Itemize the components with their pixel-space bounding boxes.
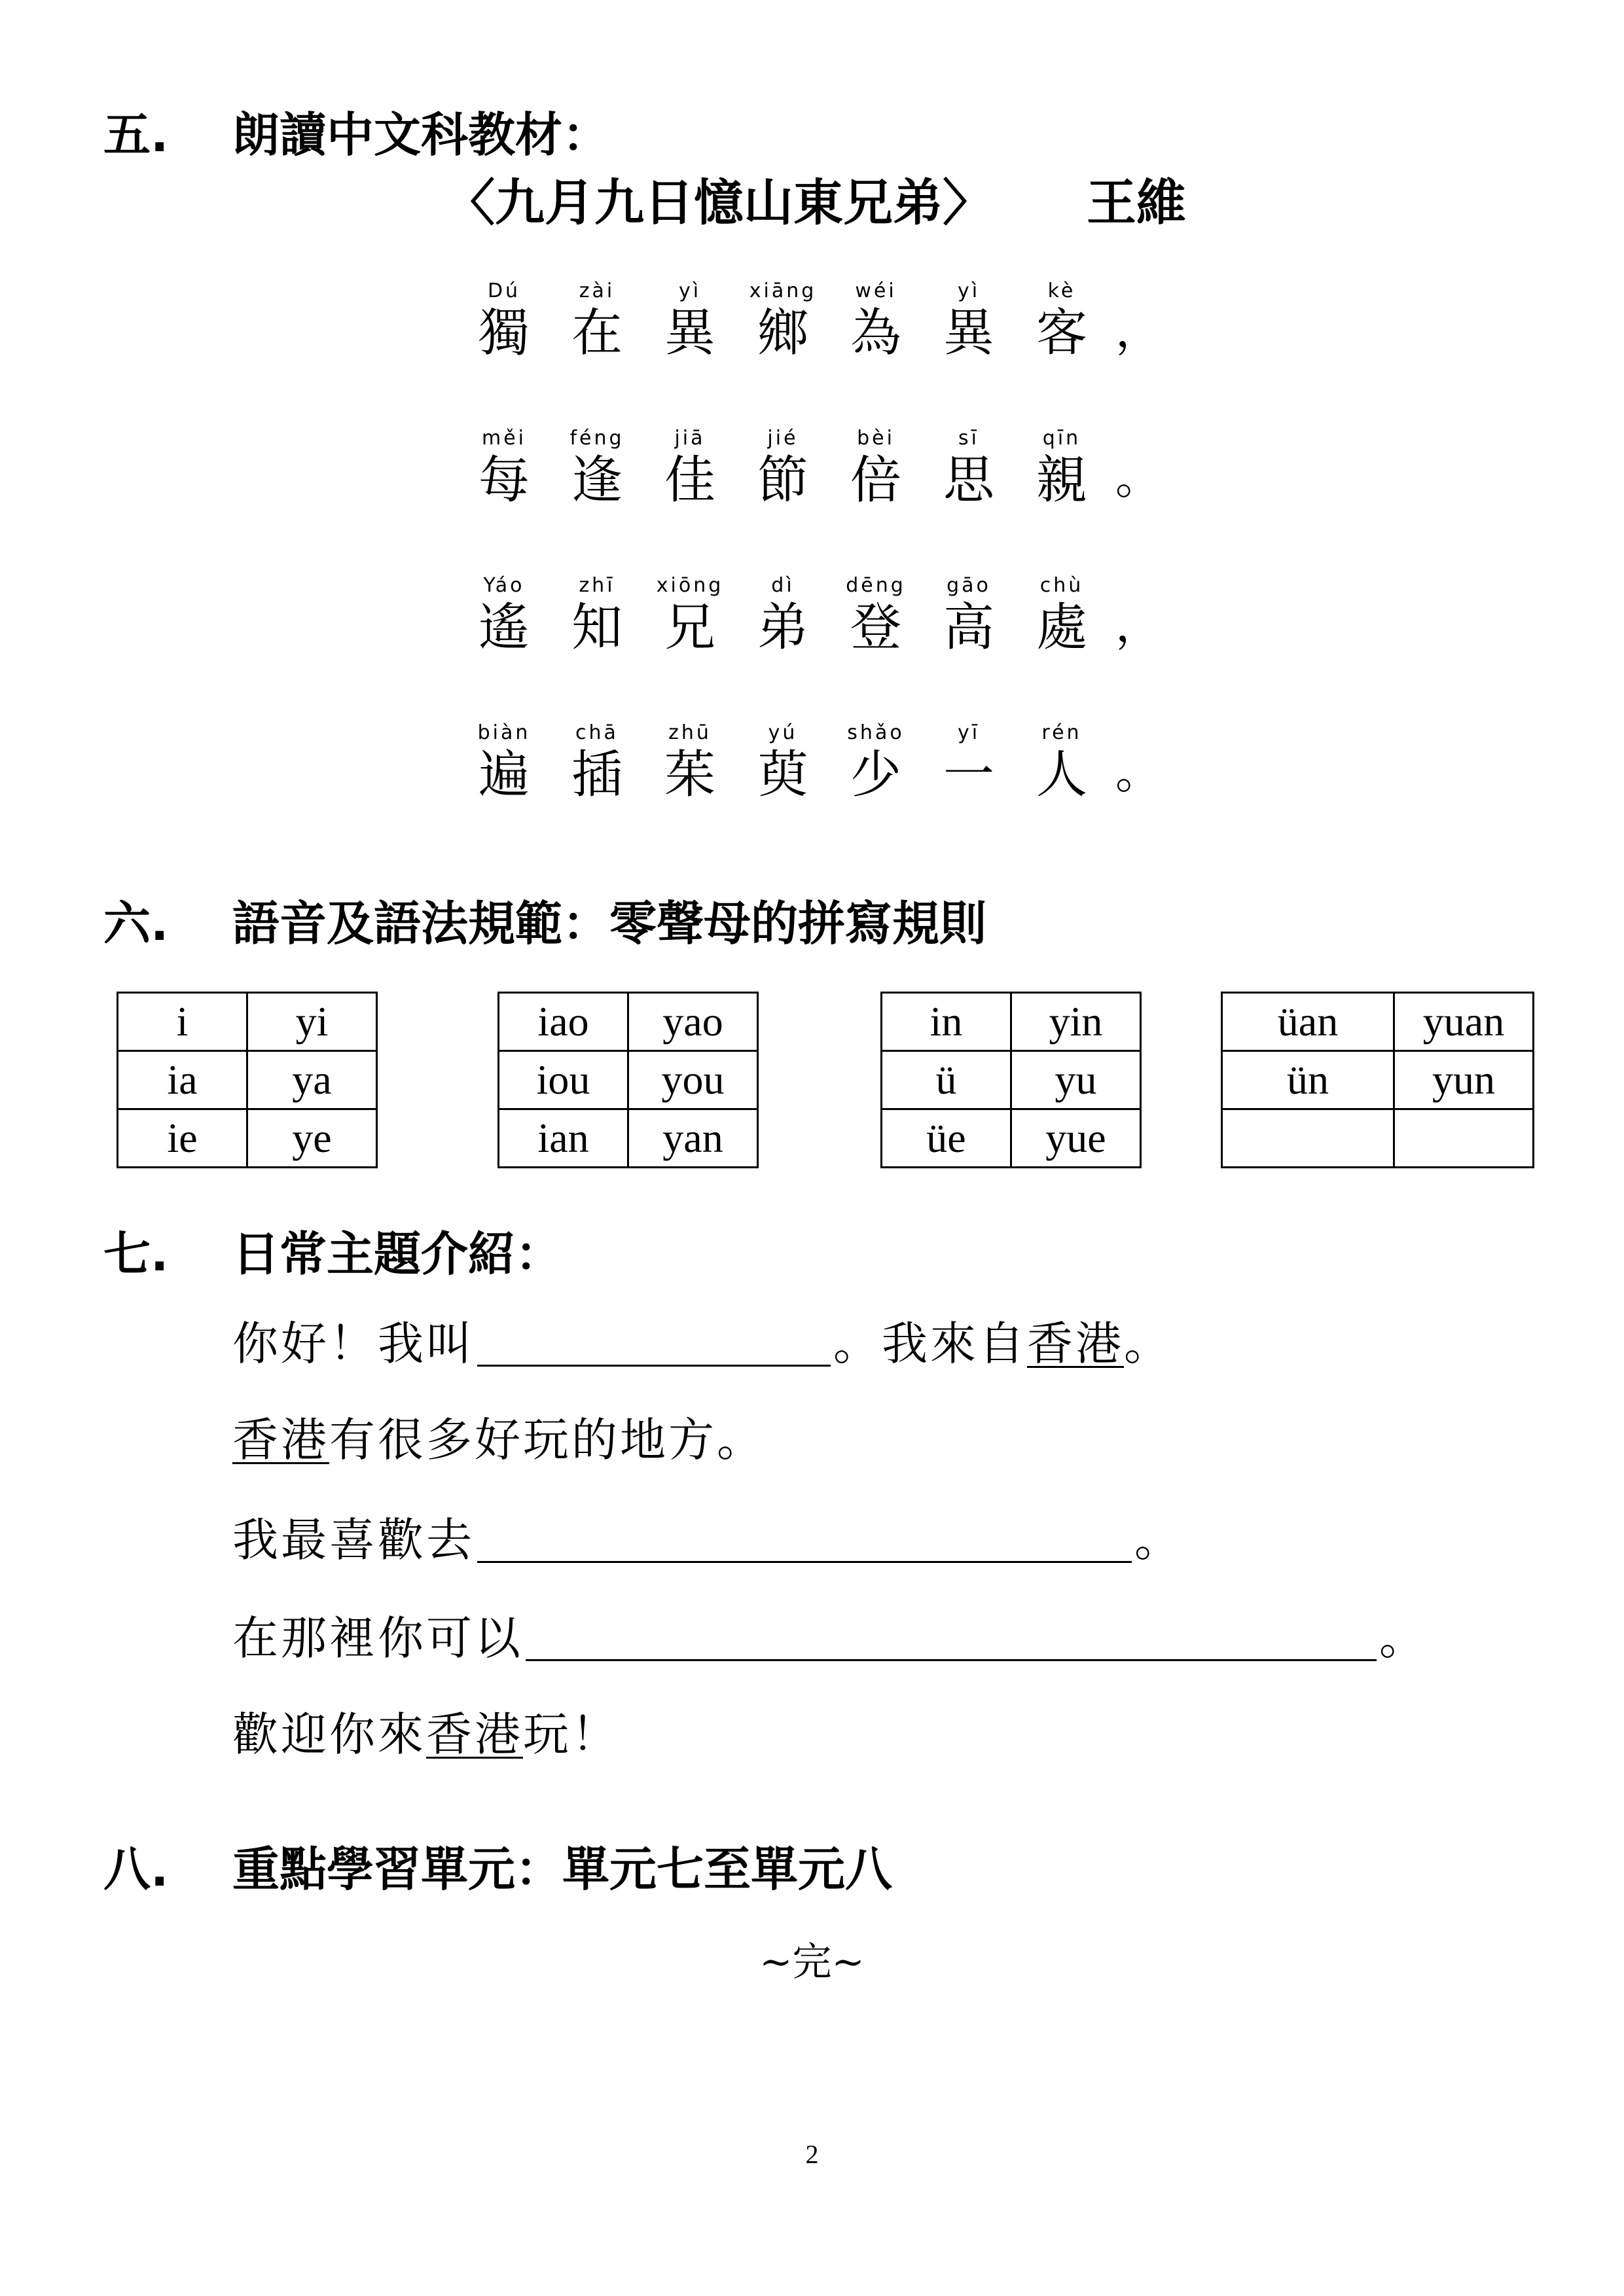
hanzi: 在 (571, 304, 623, 363)
intro-text: 歡迎你來 (232, 1708, 426, 1761)
hanzi: 萸 (757, 745, 808, 804)
table-row (882, 1109, 1141, 1168)
favourite-place-blank[interactable] (477, 1515, 1132, 1563)
spelling-table (1221, 992, 1534, 1168)
spelling-cell: yuan (1394, 993, 1534, 1051)
hanzi: 思 (943, 451, 994, 510)
spelling-cell: yue (1011, 1109, 1141, 1168)
pinyin: yú (768, 721, 798, 744)
spelling-table (117, 992, 378, 1168)
hanzi: 處 (1036, 598, 1087, 657)
poem-author: 王維 (1087, 173, 1186, 232)
poem-line (458, 576, 1178, 681)
hanzi: 登 (850, 598, 901, 657)
spelling-table (880, 992, 1142, 1168)
hanzi: 遍 (478, 745, 530, 804)
intro-line-3 (232, 1513, 1183, 1567)
table-row (118, 1051, 377, 1109)
pinyin: gāo (947, 574, 991, 597)
pinyin: shǎo (847, 721, 905, 744)
hanzi: 知 (571, 598, 623, 657)
intro-text: 。 (1134, 1513, 1183, 1567)
poem-punctuation: ， (1115, 598, 1161, 652)
pinyin: měi (481, 427, 526, 450)
hanzi: 弟 (757, 598, 808, 657)
table-row (499, 993, 758, 1051)
spelling-cell: yan (628, 1109, 758, 1168)
hanzi: 少 (850, 745, 901, 804)
intro-line-2 (232, 1413, 765, 1467)
intro-line-4 (232, 1611, 1428, 1665)
final-cell: ün (1222, 1051, 1394, 1109)
table-row (1222, 1051, 1534, 1109)
final-cell: i (118, 993, 247, 1051)
section-5-number: 五. (103, 107, 169, 162)
intro-text: 。 (1124, 1317, 1172, 1371)
table-row (118, 1109, 377, 1168)
hanzi: 兄 (664, 598, 715, 657)
pinyin: jiā (674, 427, 706, 450)
underlined-place: 香港 (1027, 1317, 1124, 1371)
hanzi: 逢 (571, 451, 623, 510)
section-7-title: 日常主題介紹： (232, 1227, 563, 1282)
hanzi: 為 (850, 304, 901, 363)
final-cell: in (882, 993, 1011, 1051)
hanzi: 遙 (478, 598, 530, 657)
poem-punctuation: ， (1115, 304, 1161, 357)
hanzi: 節 (757, 451, 808, 510)
poem-line (458, 429, 1178, 533)
underlined-place: 香港 (426, 1708, 523, 1761)
hanzi: 插 (571, 745, 623, 804)
spelling-cell: yin (1011, 993, 1141, 1051)
final-cell: ie (118, 1109, 247, 1168)
table-row (882, 993, 1141, 1051)
pinyin: dì (771, 574, 795, 597)
pinyin: chù (1039, 574, 1084, 597)
hanzi: 親 (1036, 451, 1087, 510)
intro-text: 。 (1379, 1611, 1428, 1665)
pinyin: Dú (487, 279, 521, 302)
table-row (499, 1051, 758, 1109)
intro-text: 有很多好玩的地方。 (329, 1413, 765, 1467)
pinyin: zhī (579, 574, 615, 597)
pinyin: biàn (477, 721, 531, 744)
underlined-place: 香港 (232, 1413, 329, 1467)
spelling-cell: yao (628, 993, 758, 1051)
section-6-title: 語音及語法規範：零聲母的拼寫規則 (232, 896, 987, 951)
hanzi: 茱 (664, 745, 715, 804)
pinyin: sī (958, 427, 979, 450)
pinyin: xiāng (749, 279, 817, 302)
intro-text: 。我來自 (833, 1317, 1027, 1371)
ending-mark: ~完~ (759, 1939, 865, 1985)
table-row (499, 1109, 758, 1168)
hanzi: 高 (943, 598, 994, 657)
section-6-number: 六. (103, 896, 169, 951)
intro-line-1 (232, 1317, 1172, 1371)
name-blank[interactable] (477, 1319, 831, 1367)
hanzi: 異 (943, 304, 994, 363)
spelling-cell: yi (247, 993, 377, 1051)
table-row (1222, 993, 1534, 1051)
pinyin: dēng (846, 574, 906, 597)
final-cell: ian (499, 1109, 628, 1168)
pinyin: yì (957, 279, 981, 302)
spelling-cell: yu (1011, 1051, 1141, 1109)
hanzi: 佳 (664, 451, 715, 510)
poem-line (458, 723, 1178, 828)
final-cell: üe (882, 1109, 1011, 1168)
intro-text: 玩！ (523, 1708, 620, 1761)
hanzi: 一 (943, 745, 994, 804)
hanzi: 鄉 (757, 304, 808, 363)
pinyin: bèi (857, 427, 895, 450)
section-8-number: 八. (103, 1842, 169, 1897)
pinyin: yī (957, 721, 981, 744)
spelling-cell: yun (1394, 1051, 1534, 1109)
final-cell: ü (882, 1051, 1011, 1109)
pinyin: jié (767, 427, 799, 450)
poem-punctuation: 。 (1115, 745, 1161, 799)
final-cell: üan (1222, 993, 1394, 1051)
activity-blank[interactable] (526, 1613, 1377, 1661)
final-cell (1222, 1109, 1394, 1168)
spelling-cell: ya (247, 1051, 377, 1109)
pinyin: rén (1041, 721, 1082, 744)
pinyin: xiōng (656, 574, 724, 597)
intro-text: 你好！我叫 (232, 1317, 475, 1371)
table-row (882, 1051, 1141, 1109)
hanzi: 獨 (478, 304, 530, 363)
pinyin: Yáo (483, 574, 525, 597)
pinyin: yì (678, 279, 702, 302)
hanzi: 倍 (850, 451, 901, 510)
table-row (118, 993, 377, 1051)
final-cell: iou (499, 1051, 628, 1109)
intro-line-5 (232, 1708, 620, 1761)
spelling-cell: ye (247, 1109, 377, 1168)
spelling-table (497, 992, 759, 1168)
pinyin: kè (1047, 279, 1076, 302)
spelling-cell (1394, 1109, 1534, 1168)
pinyin: wéi (855, 279, 897, 302)
table-row (1222, 1109, 1534, 1168)
section-8-title: 重點學習單元：單元七至單元八 (232, 1842, 893, 1897)
pinyin: zhū (668, 721, 712, 744)
poem-punctuation: 。 (1115, 451, 1161, 505)
poem-line (458, 281, 1178, 386)
pinyin: féng (569, 427, 624, 450)
intro-text: 我最喜歡去 (232, 1513, 475, 1567)
pinyin: zài (579, 279, 615, 302)
section-7-number: 七. (103, 1227, 169, 1282)
spelling-cell: you (628, 1051, 758, 1109)
page-number: 2 (805, 2140, 819, 2169)
section-5-title: 朗讀中文科教材： (232, 107, 610, 162)
pinyin: chā (575, 721, 619, 744)
hanzi: 每 (478, 451, 530, 510)
pinyin: qīn (1042, 427, 1081, 450)
poem-title: 〈九月九日憶山東兄弟〉 (445, 173, 992, 232)
hanzi: 異 (664, 304, 715, 363)
intro-text: 在那裡你可以 (232, 1611, 523, 1665)
hanzi: 客 (1036, 304, 1087, 363)
final-cell: ia (118, 1051, 247, 1109)
hanzi: 人 (1036, 745, 1087, 804)
final-cell: iao (499, 993, 628, 1051)
